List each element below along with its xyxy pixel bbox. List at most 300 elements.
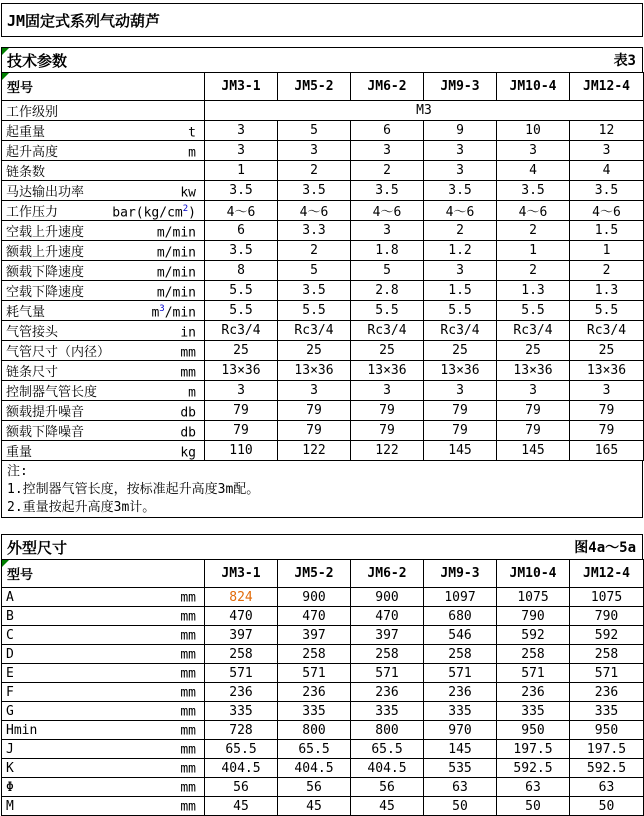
row-label-cell (2, 607, 205, 626)
section-title: 外型尺寸 (7, 538, 68, 557)
cell-value: 236 (205, 683, 278, 702)
table-row (2, 421, 644, 441)
cell-value: 165 (570, 441, 644, 461)
row-unit: db (180, 425, 196, 440)
cell-value: 5.5 (205, 281, 278, 301)
cell-value: 8 (205, 261, 278, 281)
row-label-cell (2, 381, 205, 401)
row-unit: mm (180, 723, 196, 739)
row-label: D (6, 647, 14, 663)
table-row (2, 141, 644, 161)
cell-value: 63 (570, 778, 644, 797)
table-row (2, 321, 644, 341)
row-unit: mm (180, 780, 196, 796)
table-row (2, 161, 644, 181)
cell-value: 258 (278, 645, 351, 664)
cell-value: 950 (570, 721, 644, 740)
model-header: JM12-4 (570, 560, 644, 588)
cell-value: 470 (351, 607, 424, 626)
table-row (2, 588, 644, 607)
cell-value: Rc3/4 (351, 321, 424, 341)
cell-value: 2 (424, 221, 497, 241)
cell-value: 1075 (497, 588, 570, 607)
model-header: JM10-4 (497, 73, 570, 101)
cell-value: 1.8 (351, 241, 424, 261)
cell-value: 236 (497, 683, 570, 702)
row-unit: m (188, 145, 196, 160)
spacer (1, 518, 643, 534)
cell-value: 335 (278, 702, 351, 721)
row-label: 空载上升速度 (6, 225, 85, 240)
cell-value: 728 (205, 721, 278, 740)
table-row (2, 341, 644, 361)
cell-value: 79 (424, 421, 497, 441)
cell-value: 5 (278, 121, 351, 141)
page-title-box (1, 3, 643, 37)
cell-value: 50 (424, 797, 497, 816)
cell-value: 13×36 (424, 361, 497, 381)
model-header: JM10-4 (497, 560, 570, 588)
cell-value: 592 (570, 626, 644, 645)
cell-value: 397 (205, 626, 278, 645)
row-unit: mm (180, 742, 196, 758)
cell-value: 9 (424, 121, 497, 141)
cell-value: 258 (570, 645, 644, 664)
cell-value: 13×36 (351, 361, 424, 381)
cell-value: 65.5 (205, 740, 278, 759)
cell-value: 950 (497, 721, 570, 740)
model-header: JM5-2 (278, 73, 351, 101)
model-header: JM5-2 (278, 560, 351, 588)
cell-value: 3 (205, 141, 278, 161)
cell-value: 2 (497, 261, 570, 281)
note-line-1: 1.控制器气管长度，按标准起升高度3m配。 (7, 482, 260, 497)
row-label-cell (2, 401, 205, 421)
cell-value: 13×36 (570, 361, 644, 381)
row-label: 马达输出功率 (6, 185, 85, 200)
row-label-cell (2, 759, 205, 778)
cell-value: 65.5 (278, 740, 351, 759)
model-header: JM9-3 (424, 73, 497, 101)
cell-value: 145 (497, 441, 570, 461)
row-label-cell (2, 702, 205, 721)
table-row (2, 702, 644, 721)
table-row (2, 441, 644, 461)
row-unit: m/min (156, 285, 196, 300)
cell-value: 110 (205, 441, 278, 461)
row-unit: m/min (156, 225, 196, 240)
cell-value: Rc3/4 (205, 321, 278, 341)
row-label: 额载上升速度 (6, 245, 85, 260)
row-label: 起重量 (6, 125, 46, 140)
cell-value: 3 (424, 381, 497, 401)
cell-value: 335 (570, 702, 644, 721)
cell-value: 56 (205, 778, 278, 797)
cell-value: 1.5 (424, 281, 497, 301)
row-label: 空载下降速度 (6, 285, 85, 300)
table-row (2, 381, 644, 401)
cell-value: 25 (278, 341, 351, 361)
cell-value: 571 (351, 664, 424, 683)
cell-value: 258 (424, 645, 497, 664)
cell-value: 3 (205, 121, 278, 141)
row-label: J (6, 742, 14, 758)
row-label-cell (2, 221, 205, 241)
cell-value: 397 (278, 626, 351, 645)
model-header: JM3-1 (205, 73, 278, 101)
cell-value: 1 (497, 241, 570, 261)
cell-value: 197.5 (570, 740, 644, 759)
cell-value: 3 (570, 381, 644, 401)
cell-value: 335 (205, 702, 278, 721)
cell-value: 5 (278, 261, 351, 281)
cell-value: 680 (424, 607, 497, 626)
cell-value: Rc3/4 (424, 321, 497, 341)
row-unit: m/min (156, 265, 196, 280)
cell-value: 56 (278, 778, 351, 797)
cell-value: 800 (351, 721, 424, 740)
cell-value: 145 (424, 740, 497, 759)
row-label: K (6, 761, 14, 777)
cell-value: 404.5 (278, 759, 351, 778)
row-label: Φ (6, 780, 14, 796)
cell-value: 13×36 (278, 361, 351, 381)
cell-value: 12 (570, 121, 644, 141)
table-row (2, 241, 644, 261)
cell-value: 45 (351, 797, 424, 816)
row-label-cell (2, 101, 205, 121)
cell-value: 236 (278, 683, 351, 702)
row-unit: t (188, 125, 196, 140)
cell-value: 3 (424, 161, 497, 181)
error-flag-icon (2, 48, 9, 55)
row-label: 起升高度 (6, 145, 59, 160)
row-label-cell (2, 645, 205, 664)
model-header: JM3-1 (205, 560, 278, 588)
cell-value: 236 (424, 683, 497, 702)
cell-value: 5.5 (278, 301, 351, 321)
row-label-cell (2, 281, 205, 301)
table-row (2, 626, 644, 645)
cell-value: 79 (497, 421, 570, 441)
row-label-cell (2, 301, 205, 321)
cell-value: 571 (497, 664, 570, 683)
row-unit: mm (180, 685, 196, 701)
cell-value: 79 (278, 401, 351, 421)
cell-value: 1.2 (424, 241, 497, 261)
row-unit: mm (180, 590, 196, 606)
row-label: 链条数 (6, 165, 46, 180)
cell-value: 1097 (424, 588, 497, 607)
row-unit: m/min (156, 245, 196, 260)
cell-value: 25 (570, 341, 644, 361)
row-unit: mm (180, 345, 196, 360)
table-row (2, 778, 644, 797)
cell-value: 1075 (570, 588, 644, 607)
cell-value: 5.5 (351, 301, 424, 321)
table-row (2, 740, 644, 759)
row-label-cell (2, 740, 205, 759)
cell-value: 3.5 (351, 181, 424, 201)
row-label-cell (2, 683, 205, 702)
cell-value: 800 (278, 721, 351, 740)
row-unit: mm (180, 799, 196, 815)
row-unit: kw (180, 185, 196, 200)
row-unit: m (188, 385, 196, 400)
row-label-cell (2, 441, 205, 461)
cell-value: 5.5 (570, 301, 644, 321)
cell-value: 5 (351, 261, 424, 281)
cell-value: 970 (424, 721, 497, 740)
row-label-cell (2, 181, 205, 201)
cell-value: 790 (570, 607, 644, 626)
row-label-cell (2, 797, 205, 816)
cell-value: 592 (497, 626, 570, 645)
cell-value: 1.3 (570, 281, 644, 301)
table-row (2, 721, 644, 740)
cell-value: 10 (497, 121, 570, 141)
table-row (2, 181, 644, 201)
row-label: 气管接头 (6, 325, 59, 340)
table-row (2, 281, 644, 301)
cell-value: 79 (278, 421, 351, 441)
table-row (2, 221, 644, 241)
cell-value: 4～6 (205, 201, 278, 221)
row-label-cell (2, 141, 205, 161)
cell-value: Rc3/4 (570, 321, 644, 341)
row-label: 耗气量 (6, 305, 46, 320)
cell-value: 13×36 (497, 361, 570, 381)
cell-value: 79 (351, 421, 424, 441)
cell-value: 50 (497, 797, 570, 816)
cell-value: 3.5 (278, 281, 351, 301)
model-header: JM9-3 (424, 560, 497, 588)
error-flag-icon (2, 73, 9, 80)
row-label: 工作级别 (6, 105, 59, 120)
cell-value: 546 (424, 626, 497, 645)
cell-value: 1.5 (570, 221, 644, 241)
model-column-header (2, 560, 205, 588)
table-row (2, 759, 644, 778)
row-label-cell (2, 361, 205, 381)
cell-value: 571 (205, 664, 278, 683)
cell-value: 4 (497, 161, 570, 181)
cell-value: 5.5 (205, 301, 278, 321)
cell-value: 63 (424, 778, 497, 797)
cell-value: 4～6 (570, 201, 644, 221)
row-label-cell (2, 421, 205, 441)
cell-value: 1 (205, 161, 278, 181)
row-label-cell (2, 778, 205, 797)
notes-heading: 注: (7, 464, 28, 479)
cell-value: 3 (497, 141, 570, 161)
table-row (2, 301, 644, 321)
cell-value: 470 (278, 607, 351, 626)
table-row (2, 645, 644, 664)
row-label-cell (2, 341, 205, 361)
row-label-cell (2, 121, 205, 141)
row-label: 链条尺寸 (6, 365, 59, 380)
row-label: 额载提升噪音 (6, 405, 85, 420)
row-label-cell (2, 261, 205, 281)
table-row (2, 797, 644, 816)
cell-value: 335 (424, 702, 497, 721)
cell-value: 3 (351, 141, 424, 161)
row-label: F (6, 685, 14, 701)
cell-value: 335 (351, 702, 424, 721)
cell-value: 3.5 (424, 181, 497, 201)
cell-value: 1 (570, 241, 644, 261)
note-line-2: 2.重量按起升高度3m计。 (7, 500, 156, 515)
row-label-cell (2, 161, 205, 181)
cell-value: 65.5 (351, 740, 424, 759)
cell-value: 79 (351, 401, 424, 421)
cell-value: 5.5 (424, 301, 497, 321)
page-title: JM固定式系列气动葫芦 (7, 11, 161, 30)
cell-value: 25 (424, 341, 497, 361)
cell-value: 5.5 (497, 301, 570, 321)
cell-value: 3 (351, 381, 424, 401)
row-label-cell (2, 626, 205, 645)
cell-value: 258 (497, 645, 570, 664)
row-label: E (6, 666, 14, 682)
cell-value: 79 (570, 421, 644, 441)
cell-value: 122 (351, 441, 424, 461)
cell-value: 3 (424, 261, 497, 281)
cell-value: 571 (570, 664, 644, 683)
cell-value: 3 (278, 381, 351, 401)
row-unit: $m^3/\min$ (151, 303, 196, 320)
table-row (2, 101, 644, 121)
cell-value: 404.5 (351, 759, 424, 778)
table-row (2, 664, 644, 683)
model-header: JM6-2 (351, 73, 424, 101)
cell-value: 2 (278, 161, 351, 181)
row-label: B (6, 609, 14, 625)
table-row (2, 201, 644, 221)
table-row (2, 361, 644, 381)
cell-value: 45 (205, 797, 278, 816)
row-label-cell (2, 664, 205, 683)
cell-value: 79 (205, 421, 278, 441)
cell-value: 4 (570, 161, 644, 181)
cell-value: 3 (424, 141, 497, 161)
cell-value: 2 (351, 161, 424, 181)
cell-value-merged: M3 (205, 101, 644, 121)
cell-value: 790 (497, 607, 570, 626)
row-label-cell (2, 201, 205, 221)
row-unit: mm (180, 704, 196, 720)
cell-value: Rc3/4 (497, 321, 570, 341)
row-unit: mm (180, 628, 196, 644)
header-label: 型号 (7, 568, 34, 583)
figure-number-tag: 图4a～5a (574, 540, 636, 556)
row-label-cell (2, 721, 205, 740)
notes-block (1, 460, 643, 518)
cell-value: 63 (497, 778, 570, 797)
row-unit: kg (180, 445, 196, 460)
model-column-header (2, 73, 205, 101)
row-unit: db (180, 405, 196, 420)
cell-value: 79 (205, 401, 278, 421)
table-row (2, 401, 644, 421)
cell-value: 236 (351, 683, 424, 702)
row-unit: mm (180, 666, 196, 682)
table-row (2, 261, 644, 281)
row-label: 气管尺寸（内径） (6, 345, 111, 360)
row-label-cell (2, 321, 205, 341)
cell-value: 3 (351, 221, 424, 241)
cell-value: 900 (278, 588, 351, 607)
row-label: 额载下降噪音 (6, 425, 85, 440)
cell-value: 45 (278, 797, 351, 816)
row-label: 工作压力 (6, 205, 59, 220)
cell-value: 13×36 (205, 361, 278, 381)
cell-value: 1.3 (497, 281, 570, 301)
row-label-cell (2, 241, 205, 261)
row-label: 重量 (6, 445, 33, 460)
row-label: 控制器气管长度 (6, 385, 98, 400)
row-label: M (6, 799, 14, 815)
table-row (2, 607, 644, 626)
cell-value: 6 (351, 121, 424, 141)
cell-value: 592.5 (570, 759, 644, 778)
cell-value: 571 (278, 664, 351, 683)
cell-value: 3.5 (205, 241, 278, 261)
section-header-tech-params (1, 47, 643, 73)
cell-value: 470 (205, 607, 278, 626)
row-unit: mm (180, 609, 196, 625)
cell-value: 6 (205, 221, 278, 241)
cell-value: 258 (205, 645, 278, 664)
cell-value: 335 (497, 702, 570, 721)
row-unit: in (180, 325, 196, 340)
cell-value: 4～6 (278, 201, 351, 221)
cell-value: 236 (570, 683, 644, 702)
tech-params-table (1, 72, 644, 461)
error-flag-icon (2, 560, 9, 567)
cell-value: 2.8 (351, 281, 424, 301)
cell-value: 145 (424, 441, 497, 461)
row-unit: mm (180, 647, 196, 663)
cell-value: 4～6 (351, 201, 424, 221)
cell-value: 50 (570, 797, 644, 816)
row-label: A (6, 590, 14, 606)
row-unit: mm (180, 761, 196, 777)
cell-value: 3.3 (278, 221, 351, 241)
cell-value: 4～6 (497, 201, 570, 221)
row-label: C (6, 628, 14, 644)
cell-value: 122 (278, 441, 351, 461)
cell-value: 3.5 (570, 181, 644, 201)
cell-value: 592.5 (497, 759, 570, 778)
cell-value: 535 (424, 759, 497, 778)
cell-value: 2 (497, 221, 570, 241)
table-row (2, 683, 644, 702)
row-label: 额载下降速度 (6, 265, 85, 280)
table-number-tag: 表3 (613, 53, 636, 69)
section-header-dimensions (1, 534, 643, 560)
cell-value: 3.5 (497, 181, 570, 201)
model-header: JM6-2 (351, 560, 424, 588)
row-label: G (6, 704, 14, 720)
cell-value: 3 (205, 381, 278, 401)
cell-value: 404.5 (205, 759, 278, 778)
table-row (2, 121, 644, 141)
cell-value: 3 (570, 141, 644, 161)
cell-value: 258 (351, 645, 424, 664)
cell-value: 25 (205, 341, 278, 361)
